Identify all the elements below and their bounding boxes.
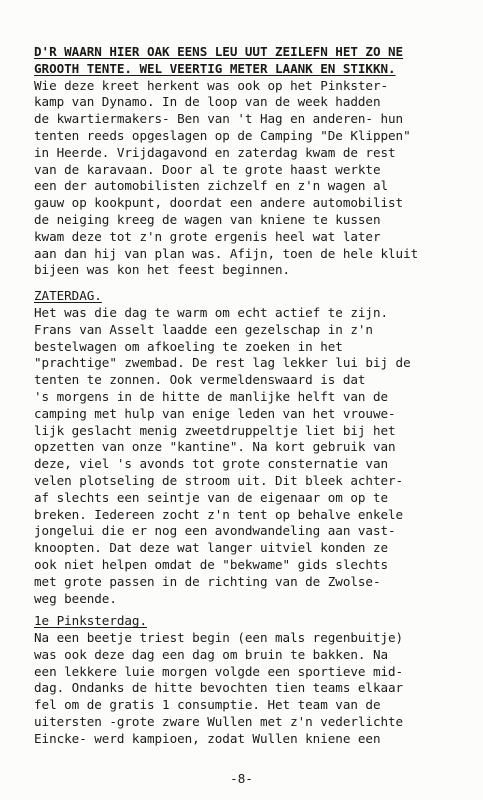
intro-paragraph: [34, 78, 461, 280]
text-line: bestelwagen om afkoeling te zoeken in het: [34, 338, 343, 354]
section-heading: ZATERDAG.: [34, 288, 102, 304]
text-line: aan dan hij van plan was. Afijn, toen de hele kluit: [34, 245, 419, 261]
text-line: in Heerde. Vrijdagavond en zaterdag kwam de rest: [34, 144, 396, 160]
text-line: camping met hulp van enige leden van het vrouwe-: [34, 405, 396, 421]
text-line: tenten reeds opgeslagen op de Camping "De Klippen": [34, 127, 411, 143]
text-line: jongelui die er nog een avondwandeling aan vast-: [34, 523, 396, 539]
text-line: een der automobilisten zichzelf en z'n wagen al: [34, 178, 389, 194]
page-number: -8-: [230, 771, 253, 786]
section-heading: 1e Pinksterdag.: [34, 613, 147, 629]
text-line: Frans van Asselt laadde een gezelschap in z'n: [34, 321, 373, 337]
text-line: met grote passen in de richting van de Zwolse-: [34, 573, 381, 589]
text-line: knoopten. Dat deze wat langer uitviel konden ze: [34, 540, 389, 556]
section-1e-pinksterdag: [34, 613, 461, 747]
text-line: Na een beetje triest begin (een mals regenbuitje): [34, 630, 404, 646]
text-line: van de karavaan. Door al te grote haast werkte: [34, 161, 381, 177]
text-line: lijk geslacht menig zweetdruppeltje liet bij het: [34, 422, 396, 438]
text-line: kamp van Dynamo. In de loop van de week hadden: [34, 94, 381, 110]
text-line: Het was die dag te warm om echt actief te zijn.: [34, 304, 389, 320]
text-line: uitersten -grote zware Wullen met z'n vederlichte: [34, 714, 404, 730]
title-line: GROOTH TENTE. WEL VEERTIG METER LAANK EN STIKKN.: [34, 60, 396, 76]
text-line: Wie deze kreet herkent was ook op het Pinkster-: [34, 77, 389, 93]
text-line: de neiging kreeg de wagen van kniene te kussen: [34, 211, 381, 227]
article-title: [34, 44, 461, 78]
text-line: de kwartiermakers- Ben van 't Hag en anderen- hun: [34, 111, 404, 127]
text-line: een lekkere luie morgen volgde een sportieve mid-: [34, 663, 404, 679]
text-line: bijeen was kon het feest beginnen.: [34, 262, 291, 278]
text-line: was ook deze dag een dag om bruin te bakken. Na: [34, 646, 389, 662]
text-line: dag. Ondanks de hitte bevochten tien teams elkaar: [34, 680, 404, 696]
text-line: velen plotseling de stroom uit. Dit bleek achter-: [34, 472, 404, 488]
text-line: "prachtige" zwembad. De rest lag lekker lui bij de: [34, 355, 411, 371]
title-line: D'R WAARN HIER OAK EENS LEU UUT ZEILEFN HET ZO NE: [34, 44, 404, 59]
text-line: opzetten van onze "kantine". Na kort gebruik van: [34, 439, 396, 455]
text-line: fel om de gratis 1 consumptie. Het team van de: [34, 697, 381, 713]
text-line: 's morgens in de hitte de manlijke helft van de: [34, 388, 389, 404]
text-line: weg beende.: [34, 590, 117, 606]
text-line: deze, viel 's avonds tot grote consternatie van: [34, 456, 389, 472]
text-line: af slechts een seintje van de eigenaar om op te: [34, 489, 389, 505]
text-line: Eincke- werd kampioen, zodat Wullen kniene een: [34, 730, 381, 746]
text-line: breken. Iedereen zocht z'n tent op behalve enkele: [34, 506, 404, 522]
section-zaterdag: [34, 288, 461, 607]
text-line: kwam deze tot z'n grote ergenis heel wat later: [34, 228, 381, 244]
text-line: ook niet helpen omdat de "bekwame" gids slechts: [34, 556, 389, 572]
text-line: tenten te zonnen. Ook vermeldenswaard is dat: [34, 372, 366, 388]
text-line: gauw op kookpunt, doordat een andere automobilist: [34, 195, 404, 211]
